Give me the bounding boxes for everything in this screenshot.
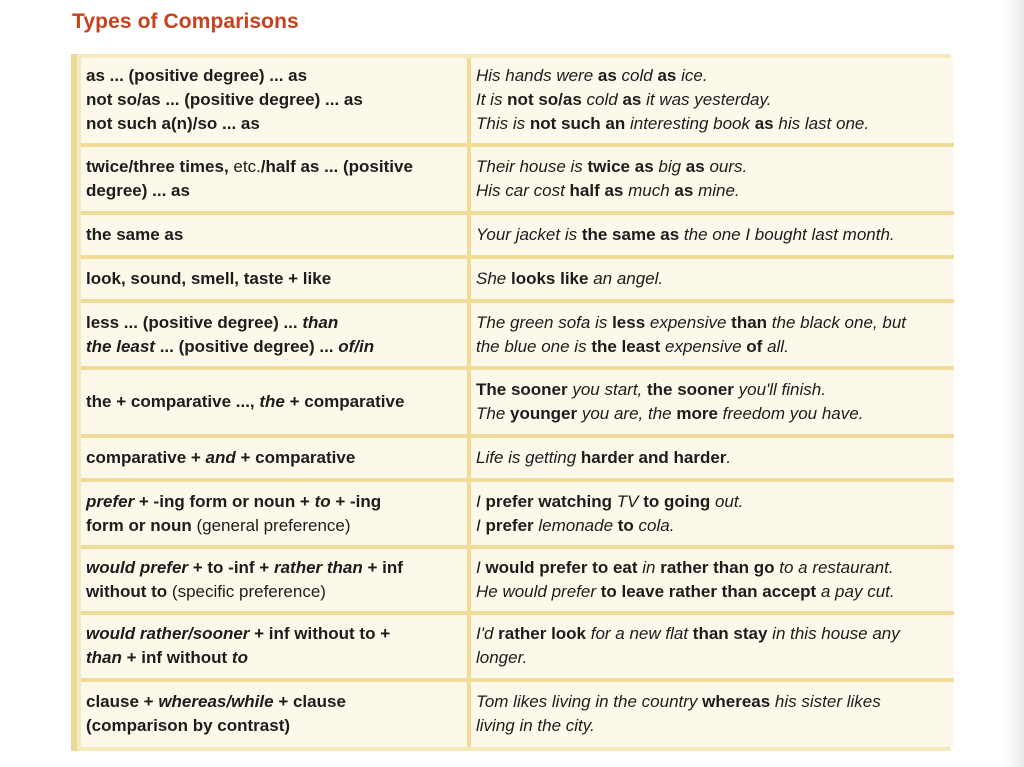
- table-row: [81, 682, 954, 747]
- table-row: [81, 482, 954, 548]
- text-segment: you'll finish.: [733, 379, 826, 399]
- structure-line: [86, 490, 463, 514]
- text-segment: + comparative: [235, 448, 356, 468]
- text-segment: living in the city.: [476, 716, 595, 736]
- text-segment: comparative +: [86, 448, 206, 468]
- text-segment: rather look: [498, 624, 587, 644]
- text-segment: whereas/while: [158, 692, 274, 712]
- structure-line: [86, 446, 463, 470]
- example-line: [476, 690, 950, 714]
- example-cell: [471, 682, 954, 747]
- structure-cell: [81, 58, 471, 147]
- structure-cell: [81, 549, 471, 615]
- structure-cell: [81, 215, 471, 259]
- text-segment: to: [314, 491, 331, 511]
- text-segment: cold: [616, 66, 658, 86]
- text-segment: /half as ... (positive: [260, 156, 413, 176]
- structure-line: [86, 64, 463, 88]
- structure-cell: [81, 147, 471, 215]
- text-segment: you start,: [567, 379, 647, 399]
- comparison-table: [81, 58, 954, 747]
- text-segment: big: [653, 156, 686, 176]
- example-line: [476, 646, 950, 670]
- structure-line: [86, 390, 463, 414]
- text-segment: rather than go: [660, 557, 775, 577]
- text-segment: twice as: [587, 156, 654, 176]
- example-cell: [471, 215, 954, 259]
- text-segment: etc.: [233, 156, 261, 176]
- text-segment: half as: [569, 180, 624, 200]
- structure-line: [86, 622, 463, 646]
- structure-line: [86, 88, 463, 112]
- text-segment: Tom likes living in the country: [476, 692, 703, 712]
- text-segment: The: [476, 403, 511, 423]
- structure-line: [86, 155, 463, 179]
- example-line: [476, 112, 950, 136]
- structure-line: [86, 714, 463, 738]
- text-segment: younger: [510, 403, 578, 423]
- text-segment: The green sofa is: [476, 312, 613, 332]
- text-segment: than stay: [692, 624, 768, 644]
- text-segment: I: [476, 515, 486, 535]
- text-segment: lemonade: [533, 515, 618, 535]
- text-segment: mine.: [693, 180, 740, 200]
- text-segment: + clause: [273, 692, 346, 712]
- text-segment: than: [86, 648, 122, 668]
- example-line: [476, 223, 950, 247]
- text-segment: to going: [643, 491, 711, 511]
- text-segment: not so/as: [507, 90, 582, 110]
- example-line: [476, 311, 950, 335]
- text-segment: ... (positive degree) ...: [154, 336, 339, 356]
- example-line: [476, 88, 950, 112]
- text-segment: the same as: [581, 225, 680, 245]
- table-row: [81, 147, 954, 215]
- text-segment: The sooner: [476, 379, 568, 399]
- text-segment: She: [476, 269, 511, 289]
- text-segment: TV: [612, 491, 644, 511]
- text-segment: an angel.: [588, 269, 664, 289]
- structure-line: [86, 112, 463, 136]
- text-segment: the least: [591, 336, 661, 356]
- text-segment: prefer watching: [485, 491, 613, 511]
- text-segment: his sister likes: [770, 692, 881, 712]
- text-segment: look, sound, smell, taste + like: [86, 269, 332, 289]
- structure-line: [86, 514, 463, 538]
- text-segment: (general preference): [196, 515, 351, 535]
- table-row: [81, 438, 954, 482]
- example-cell: [471, 58, 954, 147]
- text-segment: Life is getting: [476, 448, 581, 468]
- text-segment: His hands were: [476, 66, 598, 86]
- text-segment: less: [612, 312, 646, 332]
- text-segment: would rather/sooner: [86, 624, 250, 644]
- structure-line: [86, 335, 463, 359]
- text-segment: I: [476, 491, 486, 511]
- text-segment: as: [674, 180, 694, 200]
- text-segment: of/in: [338, 336, 375, 356]
- text-segment: not such a(n)/so ... as: [86, 114, 260, 134]
- text-segment: (specific preference): [167, 581, 326, 601]
- text-segment: It is: [476, 90, 508, 110]
- text-segment: the blue one is: [476, 336, 592, 356]
- structure-line: [86, 580, 463, 604]
- text-segment: as ... (positive degree) ... as: [86, 66, 308, 86]
- text-segment: would prefer to eat: [485, 557, 638, 577]
- example-line: [476, 378, 950, 402]
- text-segment: less ... (positive degree) ...: [86, 312, 303, 332]
- text-segment: for a new flat: [586, 624, 693, 644]
- text-segment: the: [259, 391, 285, 411]
- text-segment: in: [637, 557, 661, 577]
- text-segment: the least: [86, 336, 155, 356]
- text-segment: form or noun: [86, 515, 197, 535]
- text-segment: as: [754, 114, 774, 134]
- example-line: [476, 64, 950, 88]
- structure-cell: [81, 438, 471, 482]
- example-line: [476, 155, 950, 179]
- text-segment: it was yesterday.: [641, 90, 772, 110]
- text-segment: the + comparative ...,: [86, 391, 260, 411]
- table-row: [81, 259, 954, 303]
- example-line: [476, 714, 950, 738]
- structure-line: [86, 311, 463, 335]
- text-segment: + to -inf +: [188, 557, 274, 577]
- text-segment: + comparative: [284, 391, 405, 411]
- text-segment: in this house any: [767, 624, 900, 644]
- text-segment: prefer: [485, 515, 534, 535]
- text-segment: twice/three times,: [86, 156, 234, 176]
- text-segment: more: [676, 403, 718, 423]
- text-segment: would prefer: [86, 557, 189, 577]
- text-segment: not so/as ... (positive degree) ... as: [86, 90, 363, 110]
- text-segment: than: [731, 312, 768, 332]
- text-segment: (comparison by contrast): [86, 716, 291, 736]
- text-segment: to: [231, 648, 248, 668]
- example-cell: [471, 147, 954, 215]
- structure-line: [86, 179, 463, 203]
- text-segment: ours.: [704, 156, 748, 176]
- structure-line: [86, 690, 463, 714]
- text-segment: rather than: [273, 557, 363, 577]
- example-cell: [471, 482, 954, 548]
- text-segment: to a restaurant.: [774, 557, 894, 577]
- text-segment: the black one, but: [767, 312, 906, 332]
- text-segment: a pay cut.: [816, 581, 895, 601]
- page-title: Types of Comparisons: [72, 10, 299, 33]
- text-segment: ice.: [676, 66, 708, 86]
- text-segment: clause +: [86, 692, 159, 712]
- text-segment: to leave rather than accept: [600, 581, 817, 601]
- example-line: [476, 446, 950, 470]
- text-segment: + inf: [362, 557, 403, 577]
- text-segment: much: [623, 180, 675, 200]
- text-segment: His car cost: [476, 180, 570, 200]
- structure-cell: [81, 303, 471, 369]
- structure-cell: [81, 482, 471, 548]
- text-segment: freedom you have.: [717, 403, 864, 423]
- text-segment: to: [617, 515, 634, 535]
- text-segment: He would prefer: [476, 581, 601, 601]
- text-segment: looks like: [510, 269, 589, 289]
- table-row: [81, 615, 954, 681]
- text-segment: expensive: [660, 336, 747, 356]
- example-cell: [471, 615, 954, 681]
- structure-cell: [81, 682, 471, 747]
- slide-edge-shadow: [1004, 0, 1024, 767]
- text-segment: and: [205, 448, 236, 468]
- example-line: [476, 335, 950, 359]
- example-cell: [471, 438, 954, 482]
- text-segment: prefer: [86, 491, 135, 511]
- text-segment: as: [685, 156, 705, 176]
- text-segment: harder and harder: [580, 448, 727, 468]
- structure-cell: [81, 259, 471, 303]
- structure-line: [86, 267, 463, 291]
- example-line: [476, 514, 950, 538]
- text-segment: + -ing: [330, 491, 382, 511]
- text-segment: as: [657, 66, 677, 86]
- text-segment: out.: [710, 491, 744, 511]
- structure-cell: [81, 615, 471, 681]
- text-segment: you are, the: [577, 403, 677, 423]
- text-segment: This is: [476, 114, 530, 134]
- text-segment: not such an: [529, 114, 626, 134]
- example-cell: [471, 303, 954, 369]
- text-segment: I: [476, 557, 486, 577]
- comparison-table-frame: [71, 54, 951, 751]
- table-row: [81, 549, 954, 615]
- text-segment: the one I bought last month.: [679, 225, 895, 245]
- example-cell: [471, 549, 954, 615]
- example-line: [476, 622, 950, 646]
- text-segment: Their house is: [476, 156, 588, 176]
- comparison-table-body: [81, 58, 954, 747]
- example-cell: [471, 259, 954, 303]
- text-segment: cola.: [633, 515, 675, 535]
- text-segment: the sooner: [647, 379, 734, 399]
- text-segment: the same as: [86, 225, 184, 245]
- text-segment: longer.: [476, 648, 528, 668]
- example-line: [476, 179, 950, 203]
- example-line: [476, 267, 950, 291]
- text-segment: .: [726, 448, 732, 468]
- text-segment: I'd: [476, 624, 499, 644]
- text-segment: cold: [581, 90, 623, 110]
- text-segment: + -ing form or noun +: [134, 491, 315, 511]
- table-row: [81, 303, 954, 369]
- text-segment: expensive: [645, 312, 732, 332]
- text-segment: Your jacket is: [476, 225, 582, 245]
- example-line: [476, 580, 950, 604]
- text-segment: of: [746, 336, 763, 356]
- example-cell: [471, 370, 954, 438]
- structure-line: [86, 556, 463, 580]
- structure-line: [86, 223, 463, 247]
- text-segment: than: [302, 312, 339, 332]
- example-line: [476, 490, 950, 514]
- table-row: [81, 58, 954, 147]
- text-segment: whereas: [702, 692, 771, 712]
- example-line: [476, 556, 950, 580]
- text-segment: + inf without to +: [249, 624, 391, 644]
- text-segment: as: [597, 66, 617, 86]
- text-segment: all.: [762, 336, 789, 356]
- structure-line: [86, 646, 463, 670]
- text-segment: + inf without: [121, 648, 232, 668]
- text-segment: interesting book: [625, 114, 755, 134]
- text-segment: degree) ... as: [86, 180, 190, 200]
- example-line: [476, 402, 950, 426]
- table-row: [81, 215, 954, 259]
- text-segment: without to: [86, 581, 168, 601]
- text-segment: his last one.: [773, 114, 870, 134]
- structure-cell: [81, 370, 471, 438]
- table-row: [81, 370, 954, 438]
- text-segment: as: [622, 90, 642, 110]
